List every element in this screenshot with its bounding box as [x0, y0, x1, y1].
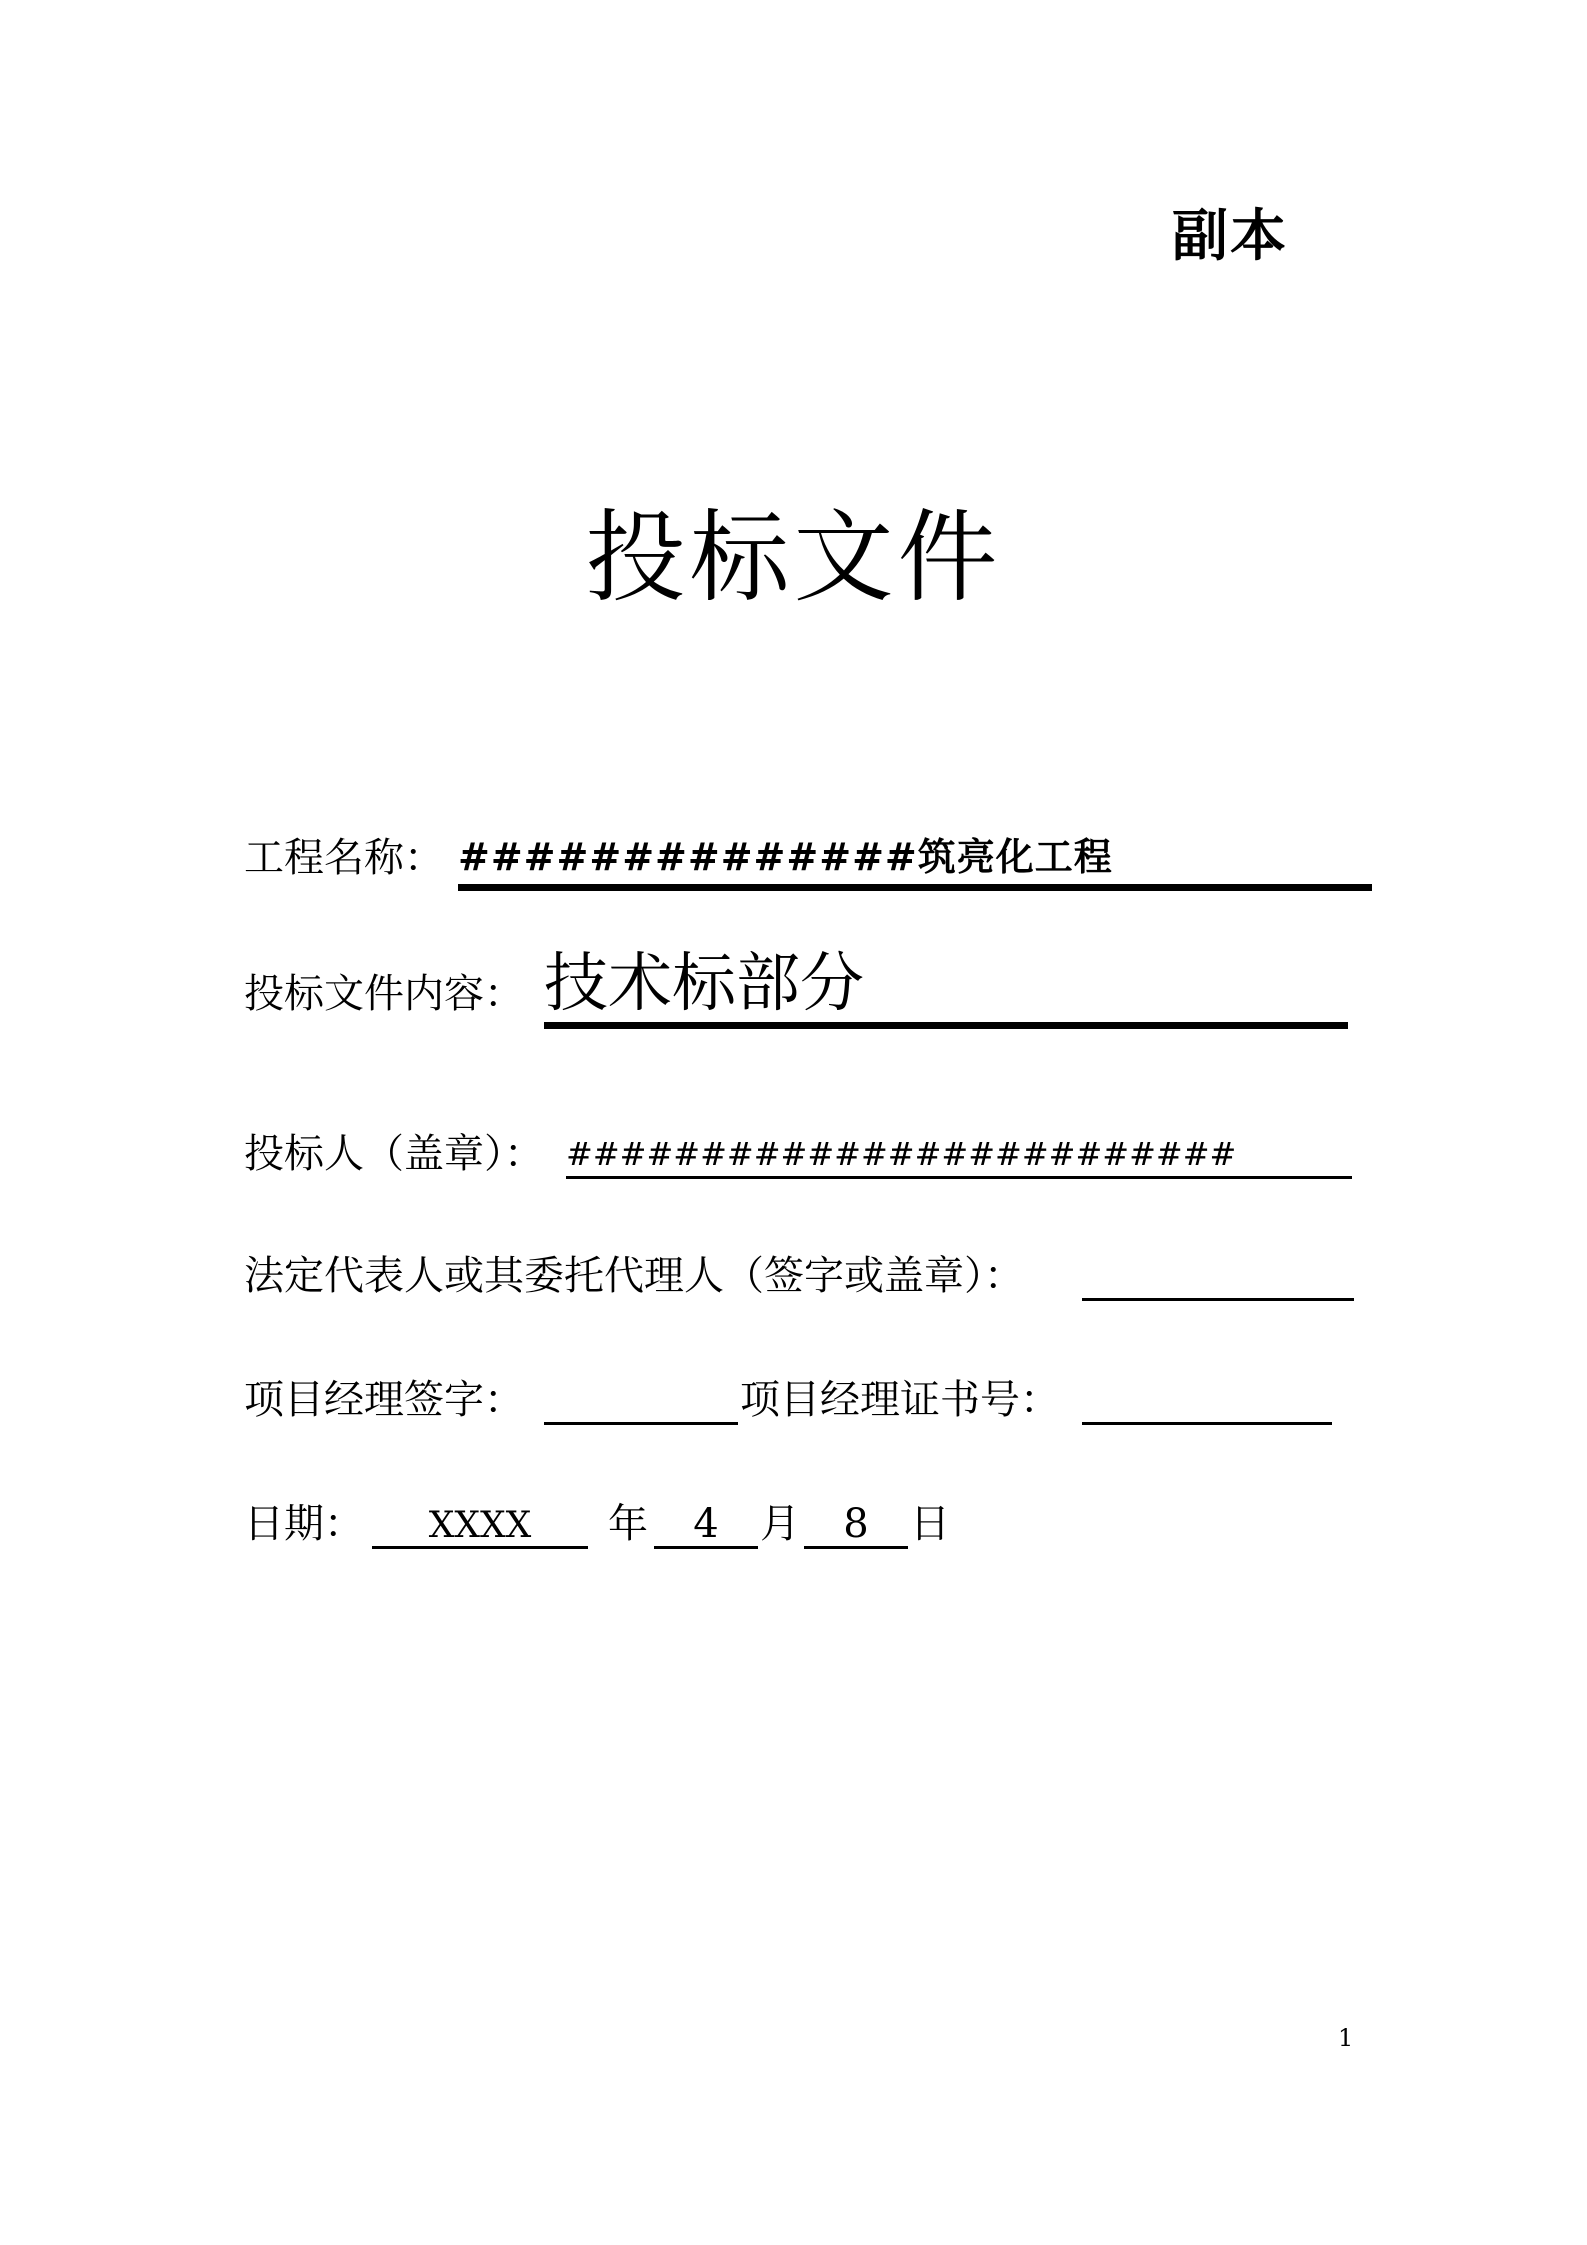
date-year: XXXX — [428, 1505, 532, 1546]
project-name-value: ##############筑亮化工程 — [458, 834, 1113, 879]
content-label: 投标文件内容： — [244, 971, 524, 1017]
date-month: 4 — [693, 1501, 719, 1547]
content-value: 技术标部分 — [544, 947, 864, 1021]
bidder-label: 投标人（盖章）： — [244, 1131, 544, 1177]
document-title: 投标文件 — [585, 499, 1002, 616]
legal-rep-label: 法定代表人或其委托代理人（签字或盖章）： — [244, 1253, 1024, 1299]
pm-signature-label: 项目经理签字： — [244, 1377, 524, 1423]
date-label: 日期： — [244, 1501, 364, 1547]
page-number: 1 — [1338, 2024, 1354, 2052]
content-underline — [544, 1022, 1348, 1029]
date-month-unit: 月 — [760, 1501, 800, 1547]
project-name-label: 工程名称： — [244, 835, 444, 881]
bidder-value: ######################### — [566, 1135, 1237, 1173]
pm-cert-line — [1082, 1422, 1332, 1425]
date-day-unit: 日 — [910, 1501, 950, 1547]
date-year-unit: 年 — [608, 1501, 648, 1547]
date-day: 8 — [843, 1501, 869, 1547]
pm-signature-line — [544, 1422, 738, 1425]
copy-mark: 副本 — [1172, 203, 1288, 269]
bidder-underline — [566, 1176, 1352, 1179]
project-name-underline — [458, 884, 1372, 891]
year-line — [372, 1546, 588, 1549]
pm-cert-label: 项目经理证书号： — [740, 1377, 1060, 1423]
legal-rep-signature-line — [1082, 1298, 1354, 1301]
